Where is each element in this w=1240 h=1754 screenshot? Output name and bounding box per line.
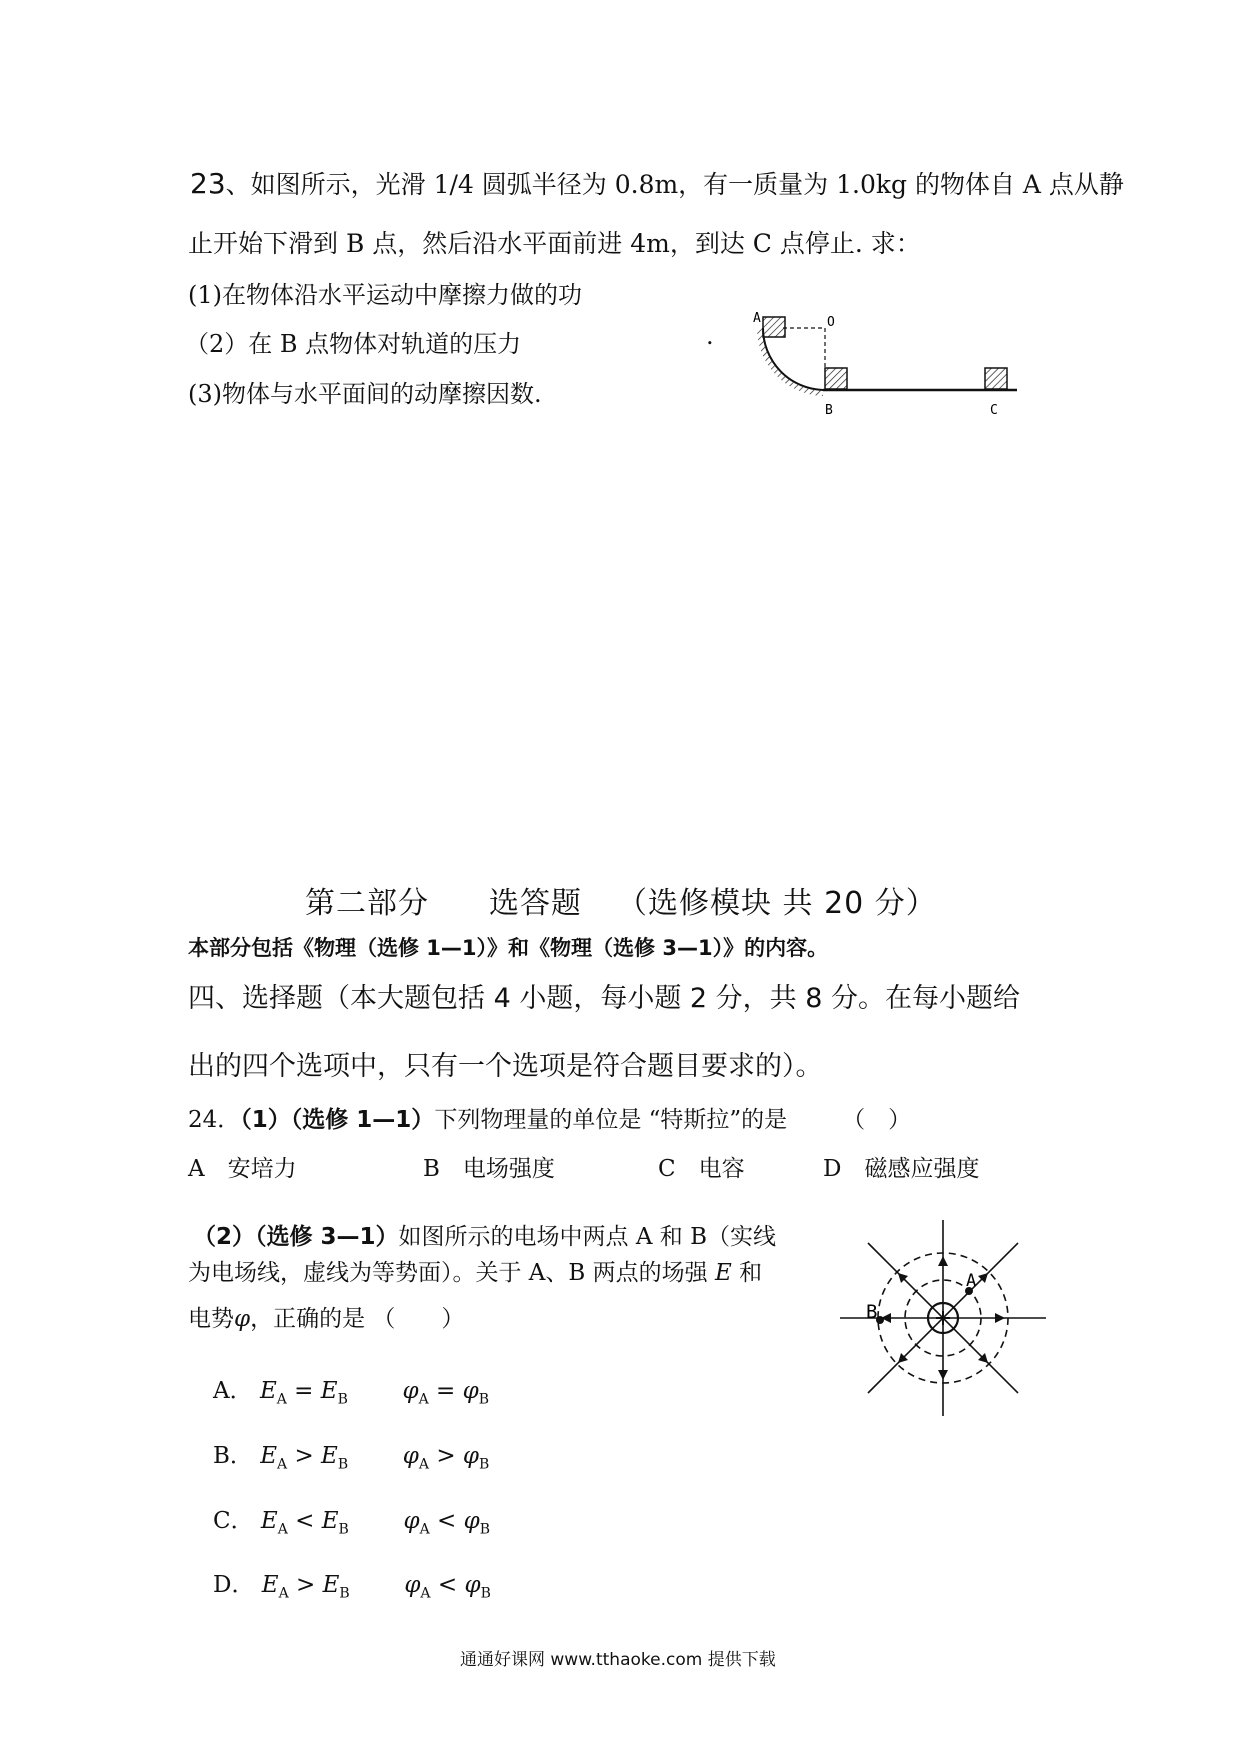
q24-1-option-d: D 磁感应强度 bbox=[823, 1156, 980, 1182]
q23-sub2: （2）在 B 点物体对轨道的压力 bbox=[185, 330, 522, 358]
q24-2-tag: （2）（选修 3—1） bbox=[193, 1224, 399, 1250]
q23-stray-dot: . bbox=[706, 322, 714, 350]
choice-b: B． $E_A > E_B$ $\varphi_A > \varphi_B$ bbox=[213, 1443, 490, 1473]
q24-1-stem bbox=[188, 1101, 911, 1134]
q24-2-line3 bbox=[188, 1300, 464, 1333]
q23-sub1: (1)在物体沿水平运动中摩擦力做的功 bbox=[188, 281, 582, 309]
part2-title-c: （选修模块 共 20 分） bbox=[617, 886, 937, 921]
label-o: O bbox=[827, 315, 835, 330]
q24-1-options bbox=[188, 1150, 979, 1183]
q24-1-paren: （ ） bbox=[842, 1107, 912, 1133]
q24-2-line1-text: 如图所示的电场中两点 A 和 B（实线 bbox=[398, 1224, 776, 1250]
q24-1-text: 下列物理量的单位是 “特斯拉”的是 bbox=[434, 1107, 788, 1133]
section4-line2: 出的四个选项中，只有一个选项是符合题目要求的）。 bbox=[188, 1051, 823, 1082]
choice-b-letter: B． bbox=[213, 1443, 253, 1469]
q24-2-line2-text: 为电场线，虚线为等势面）。关于 A、B 两点的场强 bbox=[188, 1260, 708, 1286]
q24-1-tag: （1）（选修 1—1） bbox=[240, 1107, 435, 1133]
label-c: C bbox=[990, 403, 998, 418]
part2-intro: 本部分包括《物理（选修 1—1）》和《物理（选修 3—1）》的内容。 bbox=[188, 936, 829, 960]
label-b: B bbox=[825, 403, 833, 418]
q24-2-line3-b: ，正确的是 （ ） bbox=[250, 1306, 465, 1332]
q24-2-line3-a: 电势 bbox=[188, 1306, 234, 1332]
choice-d: D． $E_A > E_B$ $\varphi_A < \varphi_B$ bbox=[213, 1572, 491, 1602]
choice-a: A． $E_A = E_B$ $\varphi_A = \varphi_B$ bbox=[213, 1378, 490, 1408]
label-a: A bbox=[753, 311, 761, 326]
block-c bbox=[985, 368, 1007, 389]
track-figure bbox=[745, 310, 1030, 420]
and-text: 和 bbox=[739, 1260, 763, 1286]
part2-title bbox=[305, 878, 937, 922]
q23-line1-text: 、如图所示，光滑 1/4 圆弧半径为 0.8m，有一质量为 1.0kg 的物体自 A 点从静 bbox=[225, 170, 1124, 199]
field-figure bbox=[838, 1218, 1048, 1418]
section4-line1: 四、选择题（本大题包括 4 小题，每小题 2 分，共 8 分。在每小题给 bbox=[188, 983, 1021, 1014]
field-label-b: B bbox=[866, 1301, 878, 1323]
choice-a-letter: A． bbox=[213, 1378, 253, 1404]
phi-symbol: φ bbox=[234, 1306, 251, 1332]
choice-c: C． $E_A < E_B$ $\varphi_A < \varphi_B$ bbox=[213, 1508, 491, 1538]
block-a bbox=[763, 317, 785, 337]
q23-number: 23 bbox=[190, 167, 226, 200]
q24-1-option-c: C 电容 bbox=[658, 1156, 745, 1182]
q24-2-line2 bbox=[188, 1254, 762, 1287]
q24-1-option-a: A 安培力 bbox=[188, 1156, 297, 1182]
part2-title-b: 选答题 bbox=[489, 886, 582, 921]
choice-d-letter: D． bbox=[213, 1572, 255, 1598]
q24-number: 24． bbox=[188, 1107, 241, 1133]
field-label-a: A bbox=[966, 1271, 977, 1291]
block-b bbox=[825, 368, 847, 389]
q24-1-option-b: B 电场强度 bbox=[423, 1156, 555, 1182]
footer-text: 通通好课网 www.tthaoke.com 提供下载 bbox=[460, 1650, 776, 1670]
q23-line1 bbox=[190, 165, 1124, 201]
q23-sub3: (3)物体与水平面间的动摩擦因数. bbox=[188, 380, 542, 408]
choice-c-letter: C． bbox=[213, 1508, 254, 1534]
e-symbol: E bbox=[714, 1260, 732, 1286]
q23-line2: 止开始下滑到 B 点，然后沿水平面前进 4m，到达 C 点停止. 求： bbox=[188, 229, 921, 258]
q24-2-line1 bbox=[193, 1218, 776, 1251]
part2-title-a: 第二部分 bbox=[305, 886, 429, 921]
